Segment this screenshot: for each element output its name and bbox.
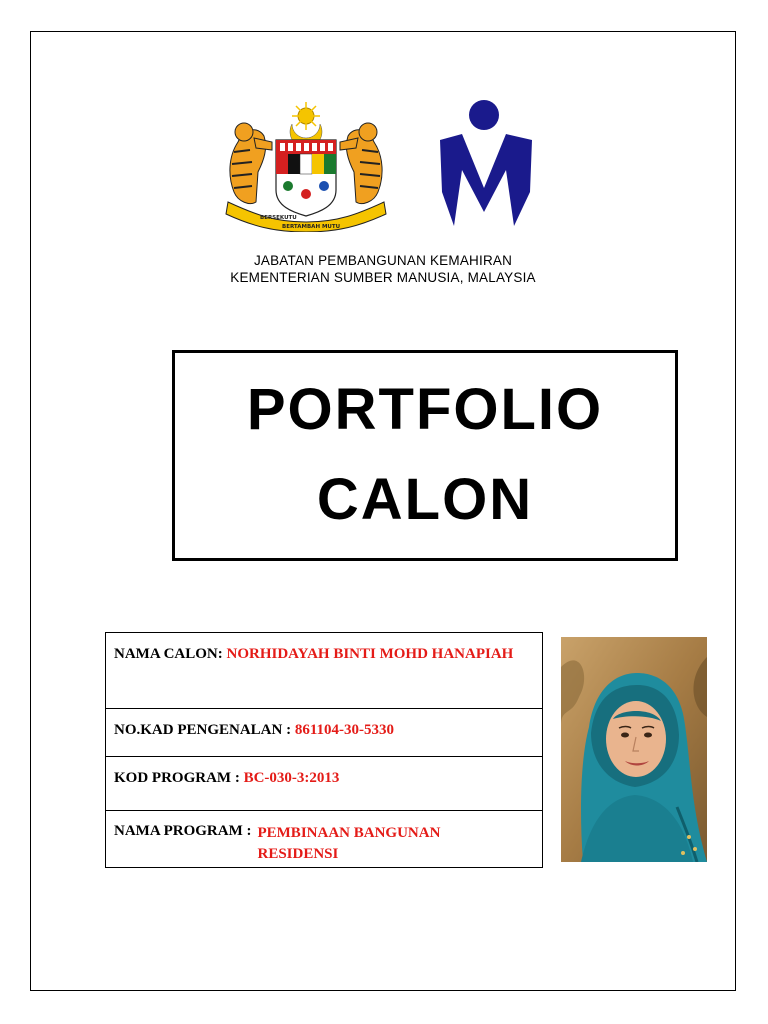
candidate-name-row [106, 633, 542, 709]
ic-number-label: NO.KAD PENGENALAN : [114, 722, 292, 738]
candidate-name-label: NAMA CALON: [114, 646, 223, 662]
title-box [172, 350, 678, 561]
program-name-value [257, 823, 440, 867]
program-code-label: KOD PROGRAM : [114, 770, 240, 786]
jpk-logo [440, 100, 534, 226]
ic-number-value: 861104-30-5330 [294, 722, 395, 738]
program-name-row [106, 811, 542, 867]
program-code-value: BC-030-3:2013 [243, 770, 340, 786]
program-code-row [106, 757, 542, 811]
motto-center-text: BERTAMBAH MUTU [282, 224, 341, 230]
ic-number-row [106, 709, 542, 757]
program-name-value-line-2: RESIDENSI [257, 846, 339, 862]
motto-left-text: BERSEKUTU [260, 215, 297, 221]
title-line-calon: CALON [316, 467, 534, 532]
candidate-name-value: NORHIDAYAH BINTI MOHD HANAPIAH [226, 646, 514, 662]
title-line-portfolio: PORTFOLIO [246, 377, 604, 442]
ministry-name: KEMENTERIAN SUMBER MANUSIA, MALAYSIA [230, 270, 536, 285]
program-name-label: NAMA PROGRAM : [114, 823, 252, 839]
candidate-info-table [105, 632, 543, 868]
coat-of-arms-logo [224, 102, 388, 232]
left-tiger [230, 123, 272, 204]
program-name-value-line-1: PEMBINAAN BANGUNAN [257, 825, 441, 841]
organization-names [150, 252, 616, 286]
department-name: JABATAN PEMBANGUNAN KEMAHIRAN [253, 253, 513, 268]
right-tiger [340, 123, 382, 204]
candidate-photo [561, 637, 707, 862]
